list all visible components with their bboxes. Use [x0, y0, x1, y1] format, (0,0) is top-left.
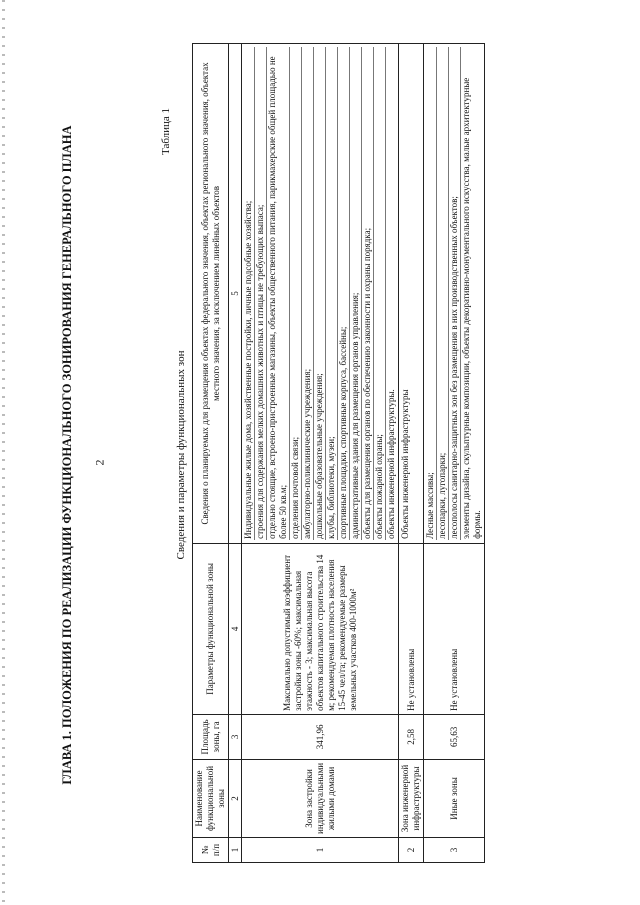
- object-item: строения для содержания мелких домашних животных и птицы не требующих выпаса;: [255, 47, 267, 540]
- row-zone-name: Зона застройки индивидуальными жилыми домами: [242, 759, 399, 837]
- table-row: [424, 44, 485, 863]
- object-item: административные здания для размещения органов управления;: [350, 47, 362, 540]
- table-label: Таблица 1: [160, 107, 172, 155]
- object-item: объекты для размещения органов по обеспечению законности и охраны порядка;: [362, 47, 374, 540]
- table-row: [242, 44, 399, 863]
- row-num: 1: [242, 838, 399, 863]
- object-item: дошкольные образовательные учреждения;: [314, 47, 326, 540]
- table-row: [399, 44, 424, 863]
- column-number: 1: [229, 838, 242, 863]
- object-item: объекты пожарной охраны;: [374, 47, 386, 540]
- column-number: 3: [229, 714, 242, 759]
- row-num: 2: [399, 838, 424, 863]
- object-item: отдельно стоящие, встроено-пристроенные магазины, объекты общественного питания, парикмахерские общей площадью не более 50 кв.м;: [267, 47, 290, 540]
- row-objects: [424, 44, 485, 544]
- row-params: Максимально допустимый коэффициент застройки зоны -60%; максимальная этажность - 3; максимальная высота объектов капитального строительства 14 м; рекомендуемая плотность населения 15-45 чел/га; рекомендуемые размеры земельных участков 400-1000м²: [242, 543, 399, 714]
- object-item: клубы, библиотеки, музеи;: [326, 47, 338, 540]
- table-header-row: [193, 44, 229, 863]
- column-number-row: [229, 44, 242, 863]
- row-objects: [399, 44, 424, 544]
- column-number: 5: [229, 44, 242, 544]
- object-item: амбулаторно-поликлинические учреждения;: [302, 47, 314, 540]
- object-item: Индивидуальные жилые дома, хозяйственные постройки, личные подсобные хозяйства;: [243, 47, 255, 540]
- object-item: Лесные массивы;: [425, 47, 437, 540]
- row-objects: [242, 44, 399, 544]
- header-objects: Сведения о планируемых для размещения объектах федерального значения, объектах регионального значения, объектах местного значения, за исключением линейных объектов: [193, 44, 229, 544]
- chapter-heading: ГЛАВА 1. ПОЛОЖЕНИЯ ПО РЕАЛИЗАЦИИ ФУНКЦИОНАЛЬНОГО ЗОНИРОВАНИЯ ГЕНЕРАЛЬНОГО ПЛАНА: [60, 125, 74, 785]
- row-area: 65,63: [424, 714, 485, 759]
- row-num: 3: [424, 838, 485, 863]
- column-number: 4: [229, 543, 242, 714]
- object-item: объекты инженерной инфраструктуры.: [386, 389, 396, 539]
- row-params: Не установлены: [424, 543, 485, 714]
- row-params: Не установлены: [399, 543, 424, 714]
- object-item: лесополосы санитарно-защитных зон без размещения в них производственных объектов;: [449, 47, 461, 540]
- object-item: элементы дизайна, скульптурные композиции, объекты декоративно-монументального искусства, малые архитектурные формы.: [461, 77, 482, 539]
- page-number: 2: [92, 459, 107, 466]
- row-area: 341,96: [242, 714, 399, 759]
- zones-table: [192, 43, 485, 863]
- object-item: спортивные площадки, спортивные корпуса, бассейны;: [338, 47, 350, 540]
- column-number: 2: [229, 759, 242, 837]
- header-num: № п/п: [193, 838, 229, 863]
- row-zone-name: Иные зоны: [424, 759, 485, 837]
- header-params: Параметры функциональной зоны: [193, 543, 229, 714]
- header-zone-name: Наименование функциональной зоны: [193, 759, 229, 837]
- object-item: отделения почтовой связи;: [290, 47, 302, 540]
- row-zone-name: Зона инженерной инфраструктуры: [399, 759, 424, 837]
- object-item: лесопарки, лугопарки;: [437, 47, 449, 540]
- object-item: Объекты инженерной инфраструктуры: [400, 389, 410, 539]
- row-area: 2,58: [399, 714, 424, 759]
- header-area: Площадь зоны, га: [193, 714, 229, 759]
- table-caption: Сведения и параметры функциональных зон: [175, 350, 187, 560]
